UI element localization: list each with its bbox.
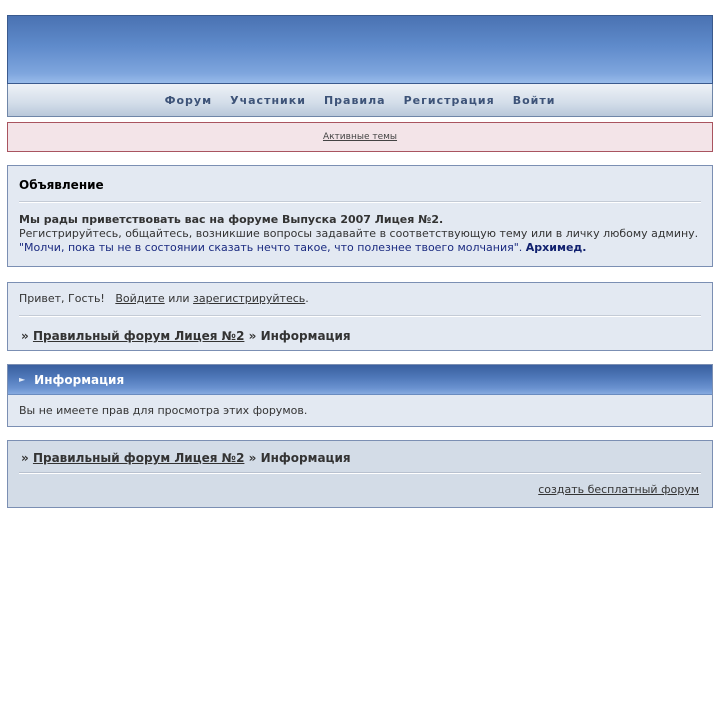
active-topics-bar [7,122,713,152]
footer-panel [7,440,713,508]
info-message: Вы не имеете прав для просмотра этих форумов. [19,404,308,417]
info-panel [7,364,713,427]
guest-greeting [19,292,701,305]
greeting-text: Привет, Гость! [19,292,105,305]
breadcrumb-sep: » [21,329,29,343]
breadcrumb-sep: » [248,451,257,465]
nav-forum[interactable]: Форум [164,93,213,107]
header-banner [7,15,713,84]
or-text: или [168,292,190,305]
login-link[interactable]: Войдите [115,292,165,305]
announcement-quote [19,241,701,255]
breadcrumb-bottom [19,451,701,465]
divider [19,315,701,317]
nav-login[interactable]: Войти [512,93,556,107]
main-nav [7,84,713,117]
divider [19,472,701,474]
dot-text: . [305,292,309,305]
breadcrumb-sep: » [248,329,257,343]
arrow-right-icon: ► [19,375,26,384]
announcement-text: Регистрируйтесь, общайтесь, возникшие вопросы задавайте в соответствующую тему или в личку любому админу. [19,227,699,240]
breadcrumb-forum-link[interactable]: Правильный форум Лицея №2 [32,329,245,343]
create-forum-link[interactable]: создать бесплатный форум [538,483,699,496]
quote-text: "Молчи, пока ты не в состоянии сказать нечто такое, что полезнее твоего молчания". [19,241,523,254]
info-title: Информация [34,372,125,387]
info-header [8,365,712,395]
divider [19,201,701,203]
register-link[interactable]: зарегистрируйтесь [193,292,306,305]
create-forum [19,483,701,496]
active-topics-link[interactable]: Активные темы [322,132,398,142]
breadcrumb-current: Информация [260,329,351,343]
breadcrumb [19,329,701,343]
nav-rules[interactable]: Правила [323,93,386,107]
announcement-panel [7,165,713,267]
nav-members[interactable]: Участники [230,93,306,107]
breadcrumb-sep: » [21,451,29,465]
nav-register[interactable]: Регистрация [403,93,495,107]
breadcrumb-forum-link[interactable]: Правильный форум Лицея №2 [32,451,245,465]
announcement-title: Объявление [19,178,104,192]
breadcrumb-current: Информация [260,451,351,465]
guest-panel [7,282,713,351]
quote-author: Архимед. [525,241,587,254]
announcement-welcome: Мы рады приветствовать вас на форуме Выпуска 2007 Лицея №2. [19,213,444,226]
